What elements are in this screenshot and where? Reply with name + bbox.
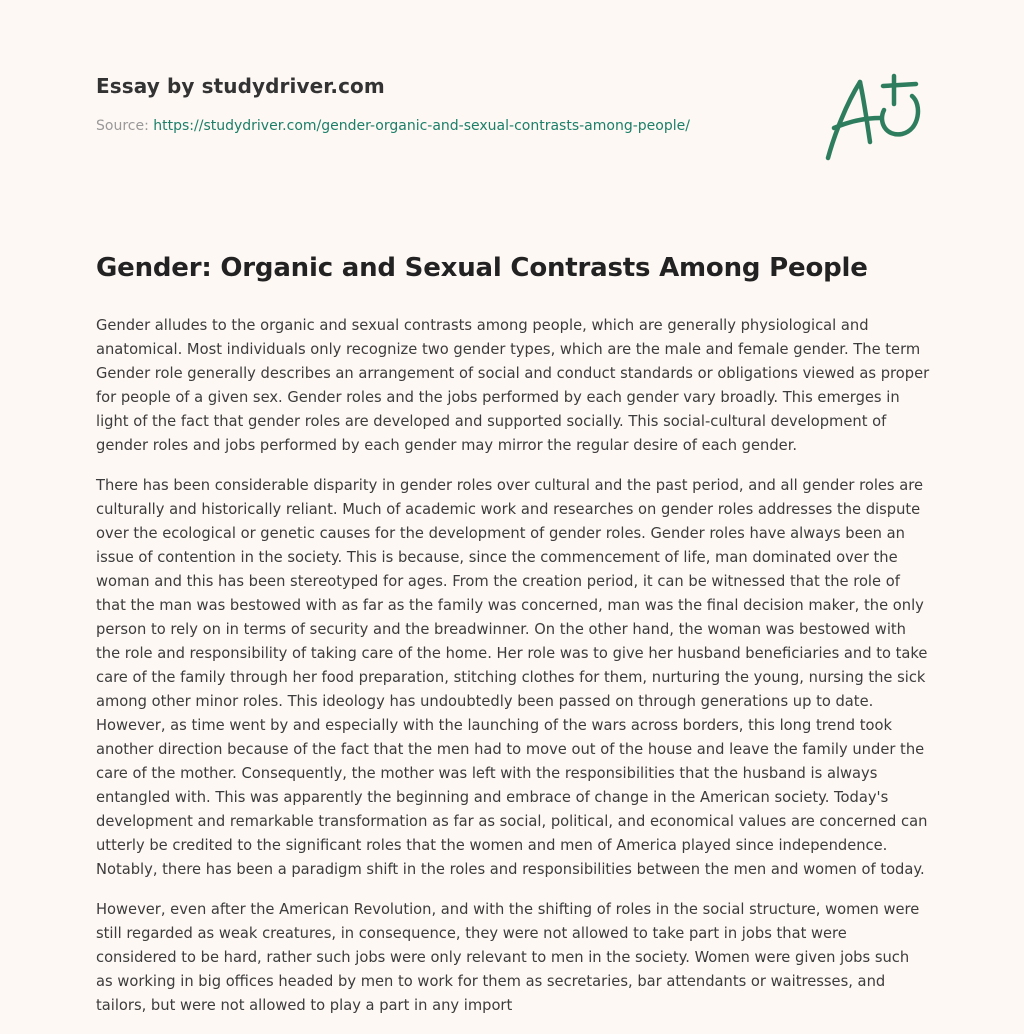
source-link[interactable]: https://studydriver.com/gender-organic-and-sexual-contrasts-among-people/ xyxy=(153,118,690,134)
paragraph: Gender alludes to the organic and sexual contrasts among people, which are generally physiological and anatomical. Most individuals only recognize two gender types, which are the male and female gender. The term Gender role generally describes an arrangement of social and conduct standards or obligations viewed as proper for people of a given sex. Gender roles and the jobs performed by each gender vary broadly. This emerges in light of the fact that gender roles are developed and supported socially. This social-cultural development of gender roles and jobs performed by each gender may mirror the regular desire of each gender. xyxy=(96,317,930,454)
paragraph: However, even after the American Revolution, and with the shifting of roles in the social structure, women were still regarded as weak creatures, in consequence, they were not allowed to take part in jobs that were considered to be hard, rather such jobs were only relevant to men in the society. Women were given jobs such as working in big offices headed by men to work for them as secretaries, bar attendants or waitresses, and tailors, but were not allowed to play a part in any import xyxy=(96,901,920,1014)
page-header xyxy=(96,74,796,134)
source-label: Source: xyxy=(96,118,154,134)
source-line xyxy=(96,118,796,134)
article-body xyxy=(96,314,930,1034)
article-title: Gender: Organic and Sexual Contrasts Among People xyxy=(96,253,868,283)
brand-title: Essay by studydriver.com xyxy=(96,74,385,98)
a-plus-logo-icon xyxy=(820,70,930,165)
paragraph: There has been considerable disparity in gender roles over cultural and the past period, and all gender roles are culturally and historically reliant. Much of academic work and researches on gender roles addresses the dispute over the ecological or genetic causes for the development of gender roles. Gender roles have always been an issue of contention in the society. This is because, since the commencement of life, man dominated over the woman and this has been stereotyped for ages. From the creation period, it can be witnessed that the role of that the man was bestowed with as far as the family was concerned, man was the final decision maker, the only person to rely on in terms of security and the breadwinner. On the other hand, the woman was bestowed with the role and responsibility of taking care of the home. Her role was to give her husband beneficiaries and to take care of the family through her food preparation, stitching clothes for them, nurturing the young, nursing the sick among other minor roles. This ideology has undoubtedly been passed on through generations up to date. However, as time went by and especially with the launching of the wars across borders, this long trend took another direction because of the fact that the men had to move out of the house and leave the family under the care of the mother. Consequently, the mother was left with the responsibilities that the husband is always entangled with. This was apparently the beginning and embrace of change in the American society. Today's development and remarkable transformation as far as social, political, and economical values are concerned can utterly be credited to the significant roles that the women and men of America played since independence. Notably, there has been a paradigm shift in the roles and responsibilities between the men and women of today. xyxy=(96,477,928,878)
